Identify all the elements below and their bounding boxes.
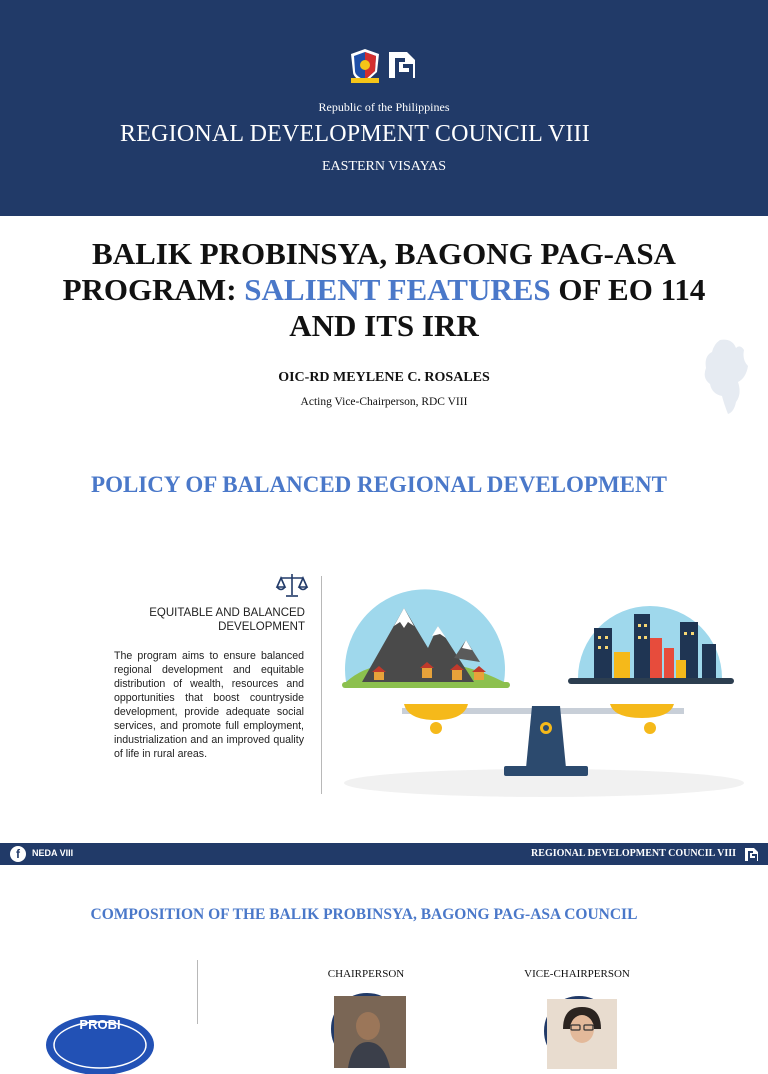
header-logos [0,48,768,84]
title-line-2-suffix: OF EO 114 [550,272,706,307]
title-line-2 [0,272,768,308]
vice-chairperson-avatar [544,996,614,1066]
presentation-title [0,236,768,344]
heading-line-2: DEVELOPMENT [218,621,305,633]
city-dome [568,606,734,684]
republic-label: Republic of the Philippines [318,100,450,114]
policy-title: POLICY OF BALANCED REGIONAL DEVELOPMENT [91,472,667,497]
chairperson-photo [334,996,406,1068]
equitable-development-heading [120,606,305,634]
badge-text: PROBI [79,1017,121,1032]
facebook-icon[interactable]: f [10,846,26,862]
vice-chairperson-label: VICE-CHAIRPERSON [524,968,630,980]
vice-chairperson-photo [547,999,617,1069]
neda-logo-icon [743,846,760,863]
title-accent-text: SALIENT FEATURES [244,272,551,307]
composition-title: COMPOSITION OF THE BALIK PROBINSYA, BAGONG PAG-ASA COUNCIL [90,906,638,923]
footer-council-name: REGIONAL DEVELOPMENT COUNCIL VIII [531,848,736,859]
header-banner [0,0,768,216]
balance-illustration [334,578,754,818]
composition-divider [197,960,198,1024]
council-title: REGIONAL DEVELOPMENT COUNCIL VIII [120,121,590,147]
balance-scale-icon [276,572,308,598]
facebook-page-link[interactable]: NEDA VIII [32,848,74,858]
philippine-seal-icon [349,48,381,84]
section-divider [321,576,322,794]
balik-probinsya-logo [40,1005,160,1045]
chairperson-avatar [331,993,403,1065]
policy-description: The program aims to ensure balanced regional development and equitable distribution of wealth, resources and opportunities that boost countryside development, provide adequate social services, and promote full employment, industrialization and an improved quality of life in rural areas. [114,650,304,760]
scale-base [402,704,684,776]
region-subtitle: EASTERN VISAYAS [321,159,447,174]
presenter-role: Acting Vice-Chairperson, RDC VIII [300,396,468,408]
title-line-2-prefix: PROGRAM: [62,272,245,307]
title-line-1: BALIK PROBINSYA, BAGONG PAG-ASA [92,236,676,271]
presenter-name: OIC-RD MEYLENE C. ROSALES [278,370,490,385]
footer-bar [0,843,768,865]
countryside-dome [342,589,510,688]
neda-logo-icon [385,48,419,82]
heading-line-1: EQUITABLE AND BALANCED [149,607,305,619]
chairperson-label: CHAIRPERSON [327,968,405,980]
title-line-3: AND ITS IRR [289,308,479,343]
